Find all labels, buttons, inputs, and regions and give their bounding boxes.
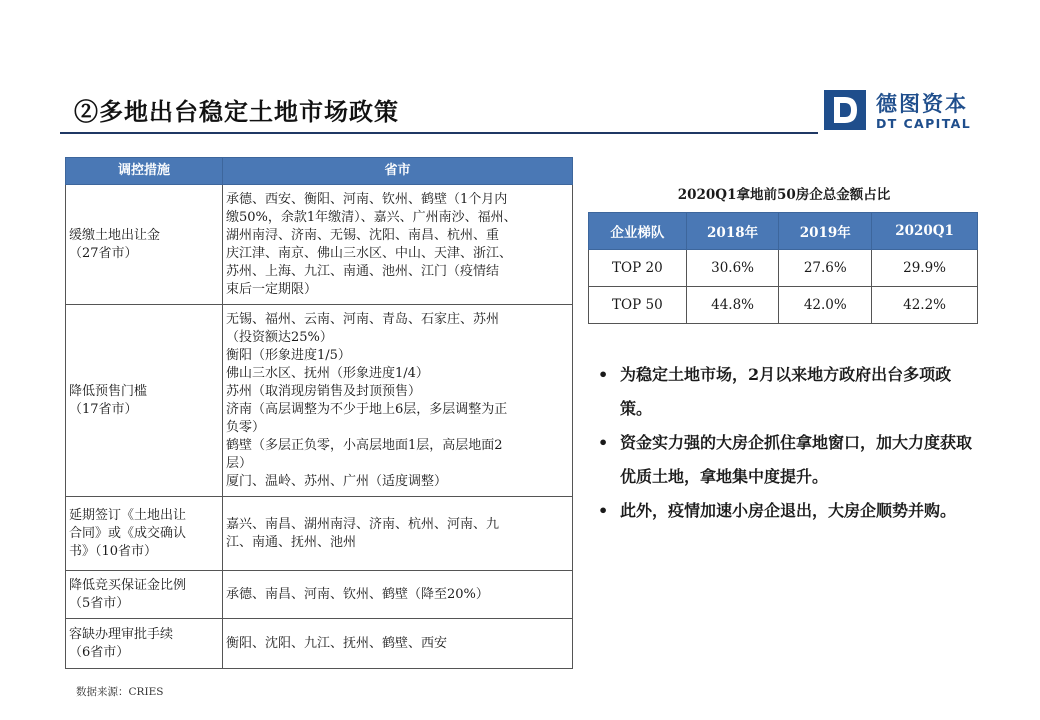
share-table-title: 2020Q1拿地前50房企总金额占比 — [677, 187, 891, 203]
policy-measure-cell: 降低竞买保证金比例 （5省市） — [66, 571, 223, 619]
logo-english-text: DT CAPITAL — [876, 116, 972, 131]
key-point — [598, 494, 978, 528]
key-point-text: 此外，疫情加速小房企退出，大房企顺势并购。 — [620, 501, 957, 520]
key-point-text: 为稳定土地市场，2月以来地方政府出台多项政策。 — [620, 365, 952, 418]
share-header-cell: 2020Q1 — [872, 213, 978, 250]
dt-capital-logo — [824, 88, 974, 134]
policy-header-cities: 省市 — [223, 158, 573, 185]
policy-measure-cell: 延期签订《土地出让 合同》或《成交确认 书》（10省市） — [66, 497, 223, 571]
share-cell: 42.0% — [779, 287, 872, 324]
page-title: ②多地出台稳定土地市场政策 — [74, 97, 399, 126]
policy-measure-cell: 容缺办理审批手续 （6省市） — [66, 619, 223, 669]
share-table-header-row — [589, 213, 978, 250]
share-cell: TOP 50 — [589, 287, 687, 324]
policy-table — [65, 157, 573, 669]
policy-measure-cell: 降低预售门槛 （17省市） — [66, 305, 223, 497]
policy-cities-cell: 承德、西安、衡阳、河南、钦州、鹤壁（1个月内 缴50%，余款1年缴清）、嘉兴、广州南沙、福州、 湖州南浔、济南、无锡、沈阳、南昌、杭州、重 庆江津、南京、佛山三水区、中山、天津、浙江、 苏州、上海、九江、南通、池州、江门（疫情结 束后一定期限） — [223, 185, 573, 305]
policy-row — [66, 571, 573, 619]
policy-row — [66, 619, 573, 669]
bullet-icon: • — [598, 433, 609, 452]
share-cell: 30.6% — [686, 250, 779, 287]
land-share-table — [588, 212, 978, 324]
share-header-cell: 2019年 — [779, 213, 872, 250]
share-cell: 29.9% — [872, 250, 978, 287]
policy-row — [66, 185, 573, 305]
key-point — [598, 426, 978, 494]
policy-cities-cell: 无锡、福州、云南、河南、青岛、石家庄、苏州 （投资额达25%） 衡阳（形象进度1/5） 佛山三水区、抚州（形象进度1/4） 苏州（取消现房销售及封顶预售） 济南（高层调整为不少于地上6层，多层调整为正 负零） 鹤壁（多层正负零，小高层地面1层，高层地面2 层） 厦门、温岭、苏州、广州（适度调整） — [223, 305, 573, 497]
key-points-list — [598, 358, 978, 528]
key-point-text: 资金实力强的大房企抓住拿地窗口，加大力度获取优质土地，拿地集中度提升。 — [620, 433, 973, 486]
share-header-cell: 企业梯队 — [589, 213, 687, 250]
title-divider — [60, 132, 818, 134]
share-cell: 27.6% — [779, 250, 872, 287]
policy-table-header-row — [66, 158, 573, 185]
share-table-row — [589, 287, 978, 324]
policy-cities-cell: 承德、南昌、河南、钦州、鹤壁（降至20%） — [223, 571, 573, 619]
policy-cities-cell: 嘉兴、南昌、湖州南浔、济南、杭州、河南、九 江、南通、抚州、池州 — [223, 497, 573, 571]
data-source-note: 数据来源：CRIES — [76, 686, 164, 698]
bullet-icon: • — [598, 501, 609, 520]
share-cell: 44.8% — [686, 287, 779, 324]
policy-cities-cell: 衡阳、沈阳、九江、抚州、鹤壁、西安 — [223, 619, 573, 669]
logo-chinese-text: 德图资本 — [876, 92, 968, 116]
key-point — [598, 358, 978, 426]
share-cell: 42.2% — [872, 287, 978, 324]
share-cell: TOP 20 — [589, 250, 687, 287]
policy-measure-cell: 缓缴土地出让金 （27省市） — [66, 185, 223, 305]
policy-row — [66, 497, 573, 571]
share-header-cell: 2018年 — [686, 213, 779, 250]
policy-header-measure: 调控措施 — [66, 158, 223, 185]
policy-row — [66, 305, 573, 497]
logo-d-icon — [824, 90, 866, 130]
share-table-row — [589, 250, 978, 287]
bullet-icon: • — [598, 365, 609, 384]
